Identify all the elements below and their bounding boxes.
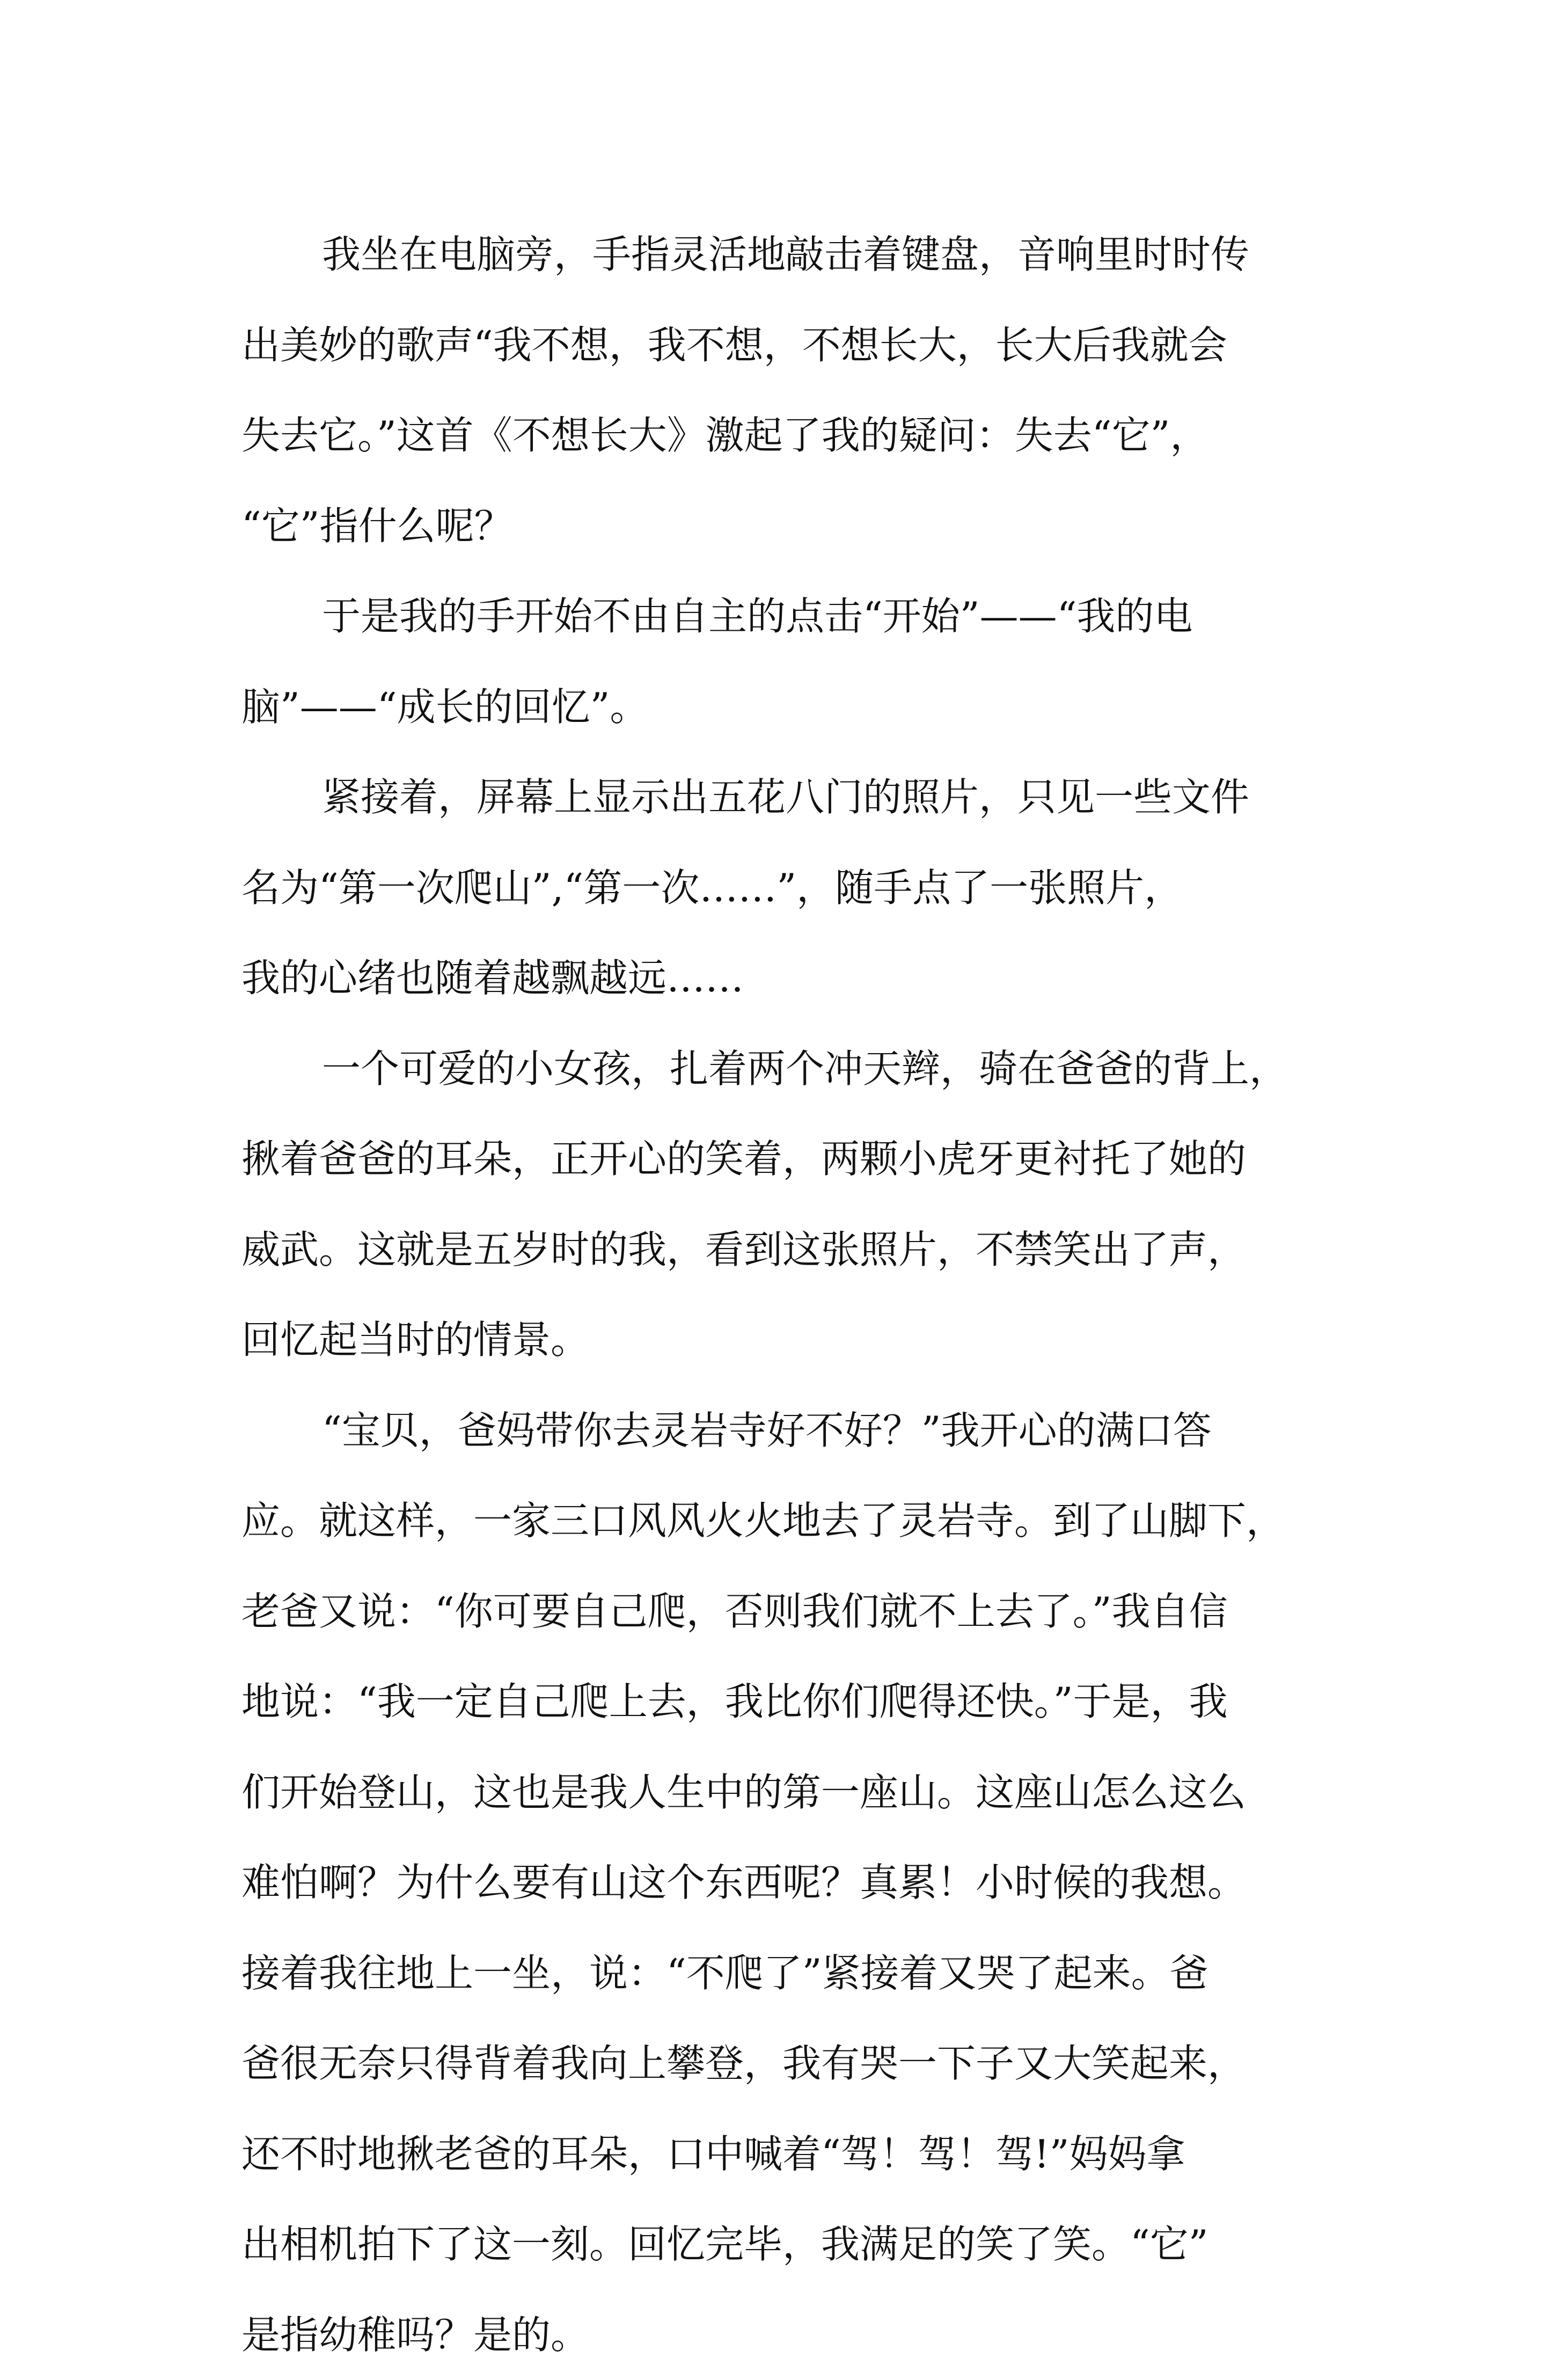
paragraph-5 bbox=[241, 1385, 1325, 2380]
paragraph-3 bbox=[241, 752, 1325, 1024]
text-line: “宝贝，爸妈带你去灵岩寺好不好？”我开心的满口答 bbox=[241, 1385, 1325, 1476]
text-line: 地说：“我一定自己爬上去，我比你们爬得还快。”于是，我 bbox=[241, 1656, 1325, 1747]
paragraph-4 bbox=[241, 1024, 1325, 1385]
text-line: 名为“第一次爬山”,“第一次……”，随手点了一张照片， bbox=[241, 843, 1325, 933]
text-line: “它”指什么呢？ bbox=[241, 481, 1325, 572]
text-line: 于是我的手开始不由自主的点击“开始”——“我的电 bbox=[241, 571, 1325, 662]
text-line: 失去它。”这首《不想长大》激起了我的疑问：失去“它”， bbox=[241, 390, 1325, 481]
text-line: 我坐在电脑旁，手指灵活地敲击着键盘，音响里时时传 bbox=[241, 209, 1325, 300]
paragraph-2 bbox=[241, 571, 1325, 752]
text-line: 是指幼稚吗？是的。 bbox=[241, 2290, 1325, 2380]
text-line: 出美妙的歌声“我不想，我不想，不想长大，长大后我就会 bbox=[241, 300, 1325, 391]
essay-body bbox=[241, 209, 1325, 2380]
text-line: 应。就这样，一家三口风风火火地去了灵岩寺。到了山脚下， bbox=[241, 1476, 1325, 1566]
text-line: 紧接着，屏幕上显示出五花八门的照片，只见一些文件 bbox=[241, 752, 1325, 843]
text-line: 回忆起当时的情景。 bbox=[241, 1295, 1325, 1385]
text-line: 脑”——“成长的回忆”。 bbox=[241, 662, 1325, 753]
text-line: 一个可爱的小女孩，扎着两个冲天辫，骑在爸爸的背上， bbox=[241, 1024, 1325, 1114]
text-line: 们开始登山，这也是我人生中的第一座山。这座山怎么这么 bbox=[241, 1747, 1325, 1838]
text-line: 揪着爸爸的耳朵，正开心的笑着，两颗小虎牙更衬托了她的 bbox=[241, 1114, 1325, 1204]
text-line: 接着我往地上一坐，说：“不爬了”紧接着又哭了起来。爸 bbox=[241, 1928, 1325, 2019]
text-line: 出相机拍下了这一刻。回忆完毕，我满足的笑了笑。“它” bbox=[241, 2199, 1325, 2290]
text-line: 老爸又说：“你可要自己爬，否则我们就不上去了。”我自信 bbox=[241, 1566, 1325, 1657]
text-line: 爸很无奈只得背着我向上攀登，我有哭一下子又大笑起来， bbox=[241, 2018, 1325, 2109]
text-line: 我的心绪也随着越飘越远…… bbox=[241, 933, 1325, 1024]
paragraph-1 bbox=[241, 209, 1325, 571]
text-line: 难怕啊？为什么要有山这个东西呢？真累！小时候的我想。 bbox=[241, 1837, 1325, 1928]
text-line: 威武。这就是五岁时的我，看到这张照片，不禁笑出了声， bbox=[241, 1204, 1325, 1295]
text-line: 还不时地揪老爸的耳朵，口中喊着“驾！驾！驾!”妈妈拿 bbox=[241, 2109, 1325, 2200]
